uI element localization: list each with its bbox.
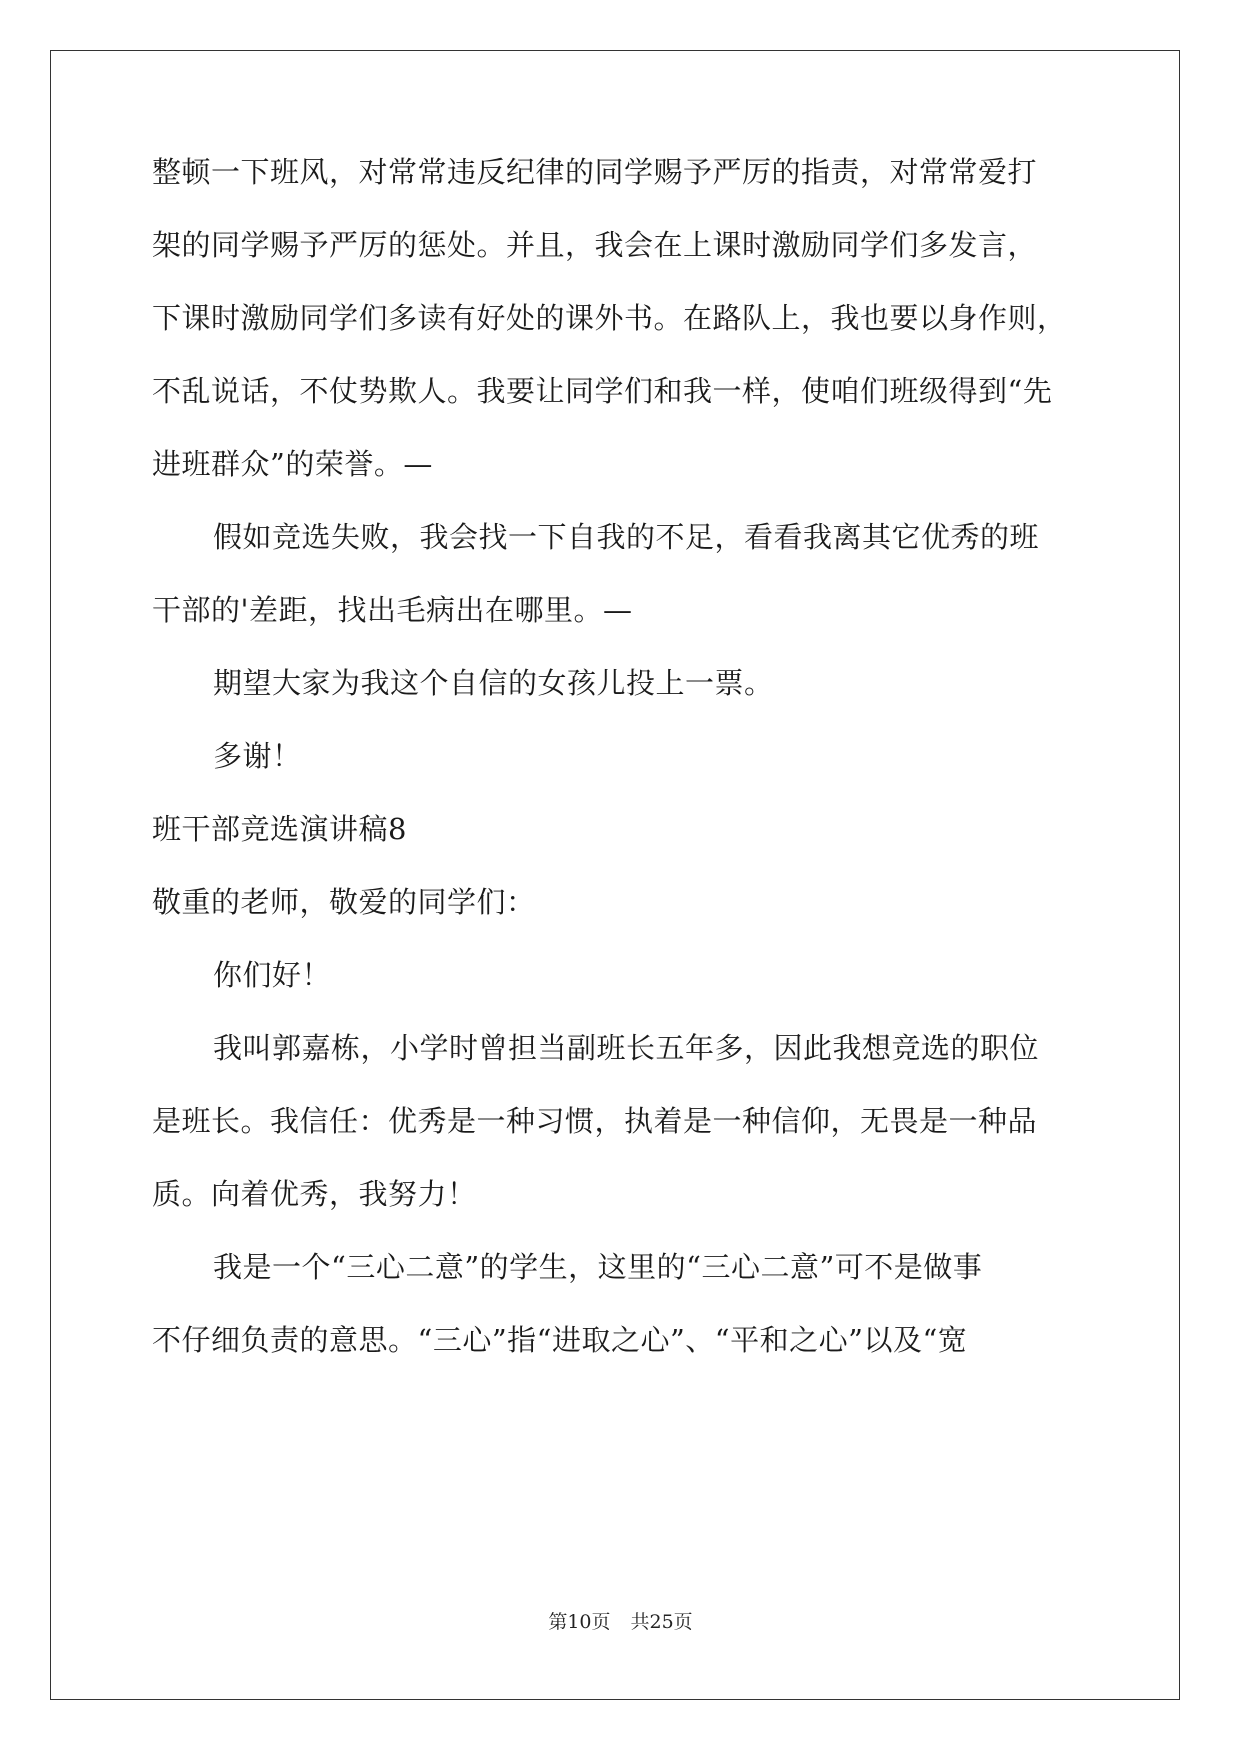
paragraph-start-line: 我叫郭嘉栋，小学时曾担当副班长五年多，因此我想竞选的职位 xyxy=(213,1031,1040,1065)
paragraph-start-line: 我是一个“三心二意”的学生，这里的“三心二意”可不是做事 xyxy=(213,1250,983,1284)
paragraph-start-line: 假如竞选失败，我会找一下自我的不足，看看我离其它优秀的班 xyxy=(213,520,1040,554)
body-line: 不仔细负责的意思。“三心”指“进取之心”、“平和之心”以及“宽 xyxy=(152,1323,968,1357)
page-number: 第10页 xyxy=(548,1611,611,1633)
body-line: 下课时激励同学们多读有好处的课外书。在路队上，我也要以身作则， xyxy=(152,301,1067,335)
body-line: 质。向着优秀，我努力！ xyxy=(152,1177,477,1211)
greeting: 你们好！ xyxy=(213,958,332,992)
body-line: 整顿一下班风，对常常违反纪律的同学赐予严厉的指责，对常常爱打 xyxy=(152,155,1038,189)
salutation: 敬重的老师，敬爱的同学们： xyxy=(152,885,536,919)
body-line: 进班群众”的荣誉。— xyxy=(152,447,433,481)
body-line: 是班长。我信任：优秀是一种习惯，执着是一种信仰，无畏是一种品 xyxy=(152,1104,1038,1138)
body-line: 架的同学赐予严厉的惩处。并且，我会在上课时激励同学们多发言， xyxy=(152,228,1038,262)
paragraph-start-line: 期望大家为我这个自信的女孩儿投上一票。 xyxy=(213,666,774,700)
page-footer xyxy=(0,1610,1241,1634)
closing-thanks: 多谢！ xyxy=(213,739,302,773)
section-heading: 班干部竞选演讲稿8 xyxy=(152,812,407,846)
body-line: 不乱说话，不仗势欺人。我要让同学们和我一样，使咱们班级得到“先 xyxy=(152,374,1053,408)
body-line: 干部的'差距，找出毛病出在哪里。— xyxy=(152,593,633,627)
page-total: 共25页 xyxy=(630,1611,693,1633)
